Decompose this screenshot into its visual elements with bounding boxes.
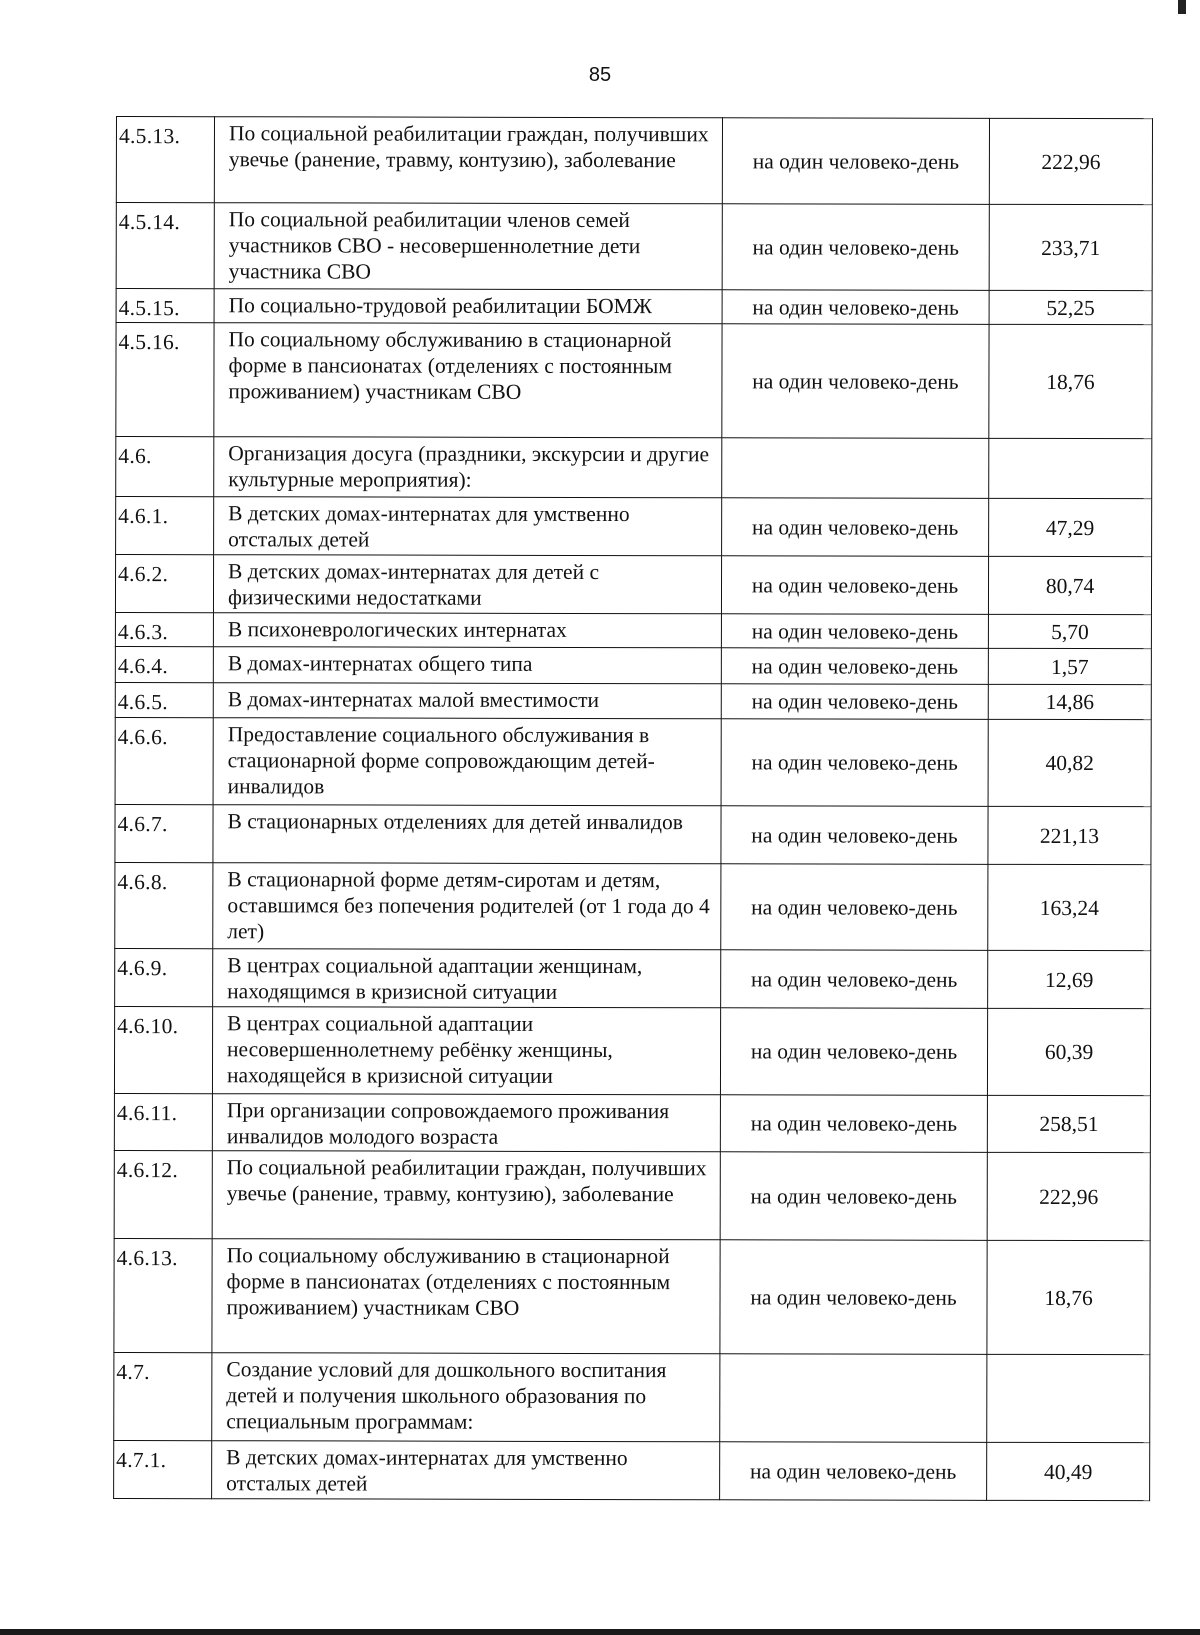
row-code: 4.6.12. bbox=[114, 1150, 212, 1238]
row-name: В детских домах-интернатах для детей с физическими недостатками bbox=[213, 555, 721, 614]
row-code: 4.6.5. bbox=[115, 682, 213, 717]
row-code: 4.6.3. bbox=[115, 612, 213, 646]
table-row bbox=[114, 1440, 1150, 1500]
table-row bbox=[115, 948, 1151, 1008]
table-row bbox=[114, 1352, 1150, 1442]
row-code: 4.6.13. bbox=[114, 1238, 212, 1352]
row-unit: на один человеко-день bbox=[720, 1442, 987, 1501]
row-name: В домах-интернатах общего типа bbox=[213, 647, 721, 684]
row-name: В детских домах-интернатах для умственно отсталых детей bbox=[214, 497, 722, 556]
row-code: 4.5.14. bbox=[116, 203, 214, 289]
row-price: 163,24 bbox=[988, 864, 1151, 950]
row-unit: на один человеко-день bbox=[721, 614, 988, 649]
row-price: 18,76 bbox=[989, 324, 1152, 438]
tariff-table bbox=[113, 116, 1153, 1501]
row-name: По социальной реабилитации членов семей участников СВО - несовершеннолетние дети участника СВО bbox=[214, 203, 722, 290]
page-number: 85 bbox=[588, 64, 612, 86]
row-price: 12,69 bbox=[988, 950, 1151, 1008]
table-row bbox=[116, 323, 1152, 439]
scan-edge-top bbox=[1178, 0, 1186, 14]
row-price: 40,82 bbox=[988, 719, 1151, 806]
row-code: 4.5.15. bbox=[116, 289, 214, 323]
row-code: 4.5.13. bbox=[116, 117, 214, 203]
row-name: Организация досуга (праздники, экскурсии и другие культурные мероприятия): bbox=[214, 437, 722, 498]
row-price: 40,49 bbox=[987, 1442, 1150, 1500]
row-name: В центрах социальной адаптации несовершеннолетнему ребёнку женщины, находящейся в кризисной ситуации bbox=[212, 1007, 720, 1095]
row-price: 1,57 bbox=[988, 648, 1151, 684]
row-code: 4.7. bbox=[114, 1352, 212, 1440]
row-price: 47,29 bbox=[989, 498, 1152, 556]
row-name: При организации сопровождаемого проживания инвалидов молодого возраста bbox=[212, 1094, 720, 1152]
row-code: 4.6.2. bbox=[115, 555, 213, 613]
row-name: По социальной реабилитации граждан, получивших увечье (ранение, травму, контузию), заболевание bbox=[212, 1151, 720, 1240]
row-price: 258,51 bbox=[987, 1095, 1150, 1152]
table-row bbox=[116, 497, 1152, 557]
row-unit: на один человеко-день bbox=[720, 1095, 987, 1153]
row-name: В детских домах-интернатах для умственно отсталых детей bbox=[212, 1441, 720, 1500]
row-price: 222,96 bbox=[987, 1152, 1150, 1240]
table-row bbox=[115, 612, 1151, 648]
row-code: 4.6.9. bbox=[115, 948, 213, 1006]
row-unit: на один человеко-день bbox=[722, 324, 989, 439]
row-unit: на один человеко-день bbox=[721, 806, 988, 865]
row-name: В психоневрологических интернатах bbox=[213, 613, 721, 648]
table-row bbox=[116, 437, 1152, 499]
row-price: 221,13 bbox=[988, 806, 1151, 864]
scan-edge-bottom bbox=[0, 1629, 1200, 1635]
table-row bbox=[115, 717, 1151, 806]
table-row bbox=[115, 646, 1151, 684]
row-code: 4.5.16. bbox=[116, 323, 214, 437]
table-row bbox=[114, 1238, 1150, 1354]
row-code: 4.6.4. bbox=[115, 646, 213, 682]
row-code: 4.7.1. bbox=[114, 1440, 212, 1498]
row-unit: на один человеко-день bbox=[720, 1240, 987, 1355]
row-name: В стационарных отделениях для детей инвалидов bbox=[213, 805, 721, 864]
row-name: В домах-интернатах малой вместимости bbox=[213, 683, 721, 719]
row-unit: на один человеко-день bbox=[721, 556, 988, 615]
row-unit: на один человеко-день bbox=[720, 1152, 987, 1241]
row-unit: на один человеко-день bbox=[721, 684, 988, 720]
row-name: Создание условий для дошкольного воспитания детей и получения школьного образования по специальным программам: bbox=[212, 1353, 720, 1442]
table-row bbox=[114, 1150, 1150, 1240]
row-code: 4.6. bbox=[116, 437, 214, 497]
row-unit: на один человеко-день bbox=[721, 719, 988, 807]
row-price: 233,71 bbox=[989, 204, 1152, 290]
row-name: По социальному обслуживанию в стационарной форме в пансионатах (отделениях с постоянным проживанием) участникам СВО bbox=[214, 323, 722, 438]
row-unit bbox=[722, 438, 989, 499]
row-price: 14,86 bbox=[988, 684, 1151, 719]
row-name: Предоставление социального обслуживания в стационарной форме сопровождающим детей-инвалидов bbox=[213, 718, 721, 806]
table-row bbox=[115, 555, 1151, 615]
row-name: По социально-трудовой реабилитации БОМЖ bbox=[214, 289, 722, 324]
table-row bbox=[116, 203, 1152, 291]
row-price bbox=[987, 1354, 1150, 1442]
row-price bbox=[989, 438, 1152, 498]
row-code: 4.6.11. bbox=[114, 1093, 212, 1150]
row-price: 60,39 bbox=[987, 1008, 1150, 1095]
row-code: 4.6.10. bbox=[114, 1006, 212, 1093]
table-row bbox=[116, 289, 1152, 325]
row-price: 5,70 bbox=[988, 614, 1151, 648]
table-row bbox=[114, 1093, 1150, 1152]
row-code: 4.6.8. bbox=[115, 862, 213, 948]
row-unit: на один человеко-день bbox=[721, 648, 988, 685]
table-row bbox=[116, 117, 1152, 205]
row-unit bbox=[720, 1354, 987, 1443]
row-code: 4.6.6. bbox=[115, 717, 213, 804]
row-price: 52,25 bbox=[989, 290, 1152, 324]
row-unit: на один человеко-день bbox=[722, 204, 989, 291]
table-row bbox=[115, 804, 1151, 864]
row-unit: на один человеко-день bbox=[722, 290, 989, 325]
row-name: В стационарной форме детям-сиротам и детям, оставшимся без попечения родителей (от 1 года до 4 лет) bbox=[213, 863, 721, 950]
row-code: 4.6.7. bbox=[115, 804, 213, 862]
row-code: 4.6.1. bbox=[116, 497, 214, 555]
row-price: 18,76 bbox=[987, 1240, 1150, 1354]
row-name: По социальному обслуживанию в стационарной форме в пансионатах (отделениях с постоянным проживанием) участникам СВО bbox=[212, 1239, 720, 1354]
table-row bbox=[115, 682, 1151, 719]
table-row bbox=[114, 1006, 1150, 1095]
row-unit: на один человеко-день bbox=[722, 498, 989, 557]
table-row bbox=[115, 862, 1151, 950]
row-unit: на один человеко-день bbox=[720, 1008, 987, 1096]
row-name: В центрах социальной адаптации женщинам, находящимся в кризисной ситуации bbox=[213, 949, 721, 1008]
row-unit: на один человеко-день bbox=[721, 864, 988, 951]
row-name: По социальной реабилитации граждан, получивших увечье (ранение, травму, контузию), заболевание bbox=[214, 117, 722, 204]
row-price: 222,96 bbox=[989, 118, 1152, 204]
row-price: 80,74 bbox=[988, 556, 1151, 614]
row-unit: на один человеко-день bbox=[721, 950, 988, 1009]
row-unit: на один человеко-день bbox=[722, 118, 989, 205]
